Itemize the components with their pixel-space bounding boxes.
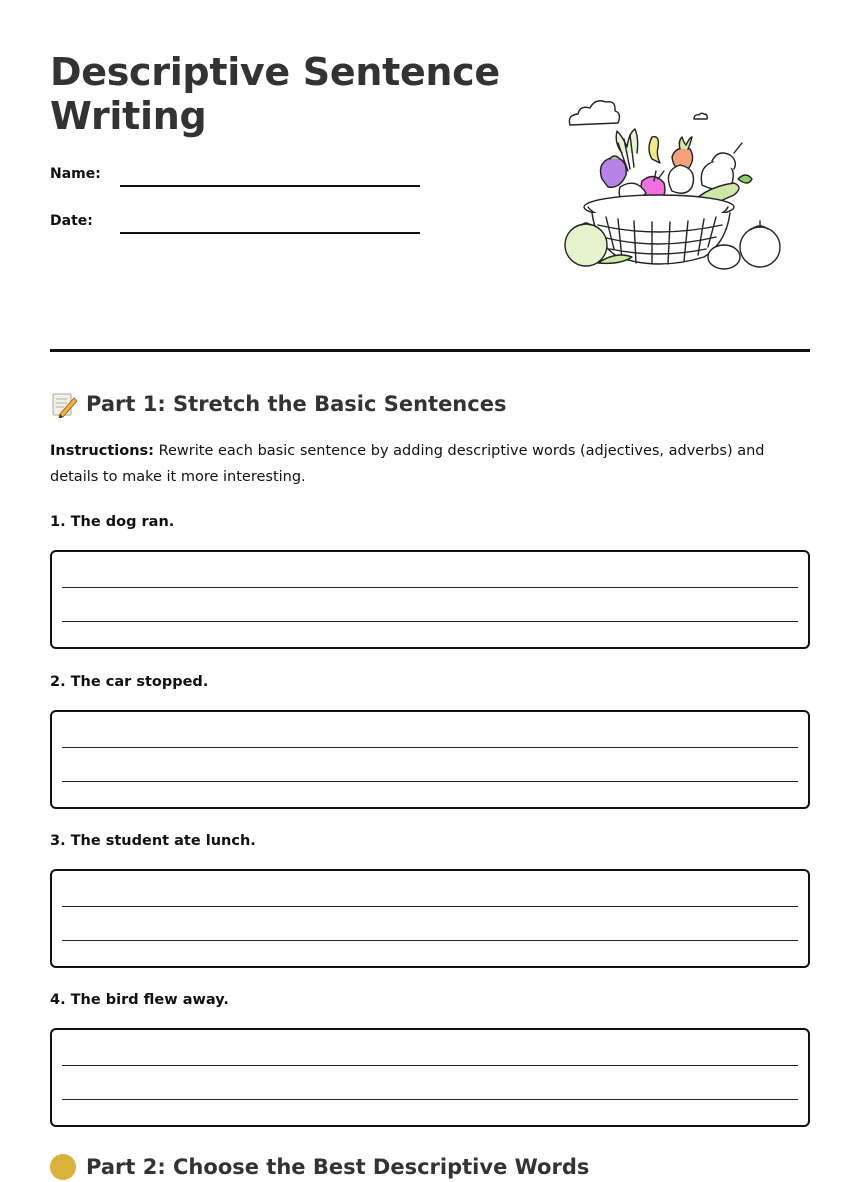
question-label: 3. The student ate lunch. bbox=[50, 833, 256, 849]
instructions-text: Rewrite each basic sentence by adding descriptive words (adjectives, adverbs) and details to make it more interesting. bbox=[50, 443, 765, 485]
answer-box[interactable] bbox=[50, 550, 810, 649]
date-label: Date: bbox=[50, 213, 93, 229]
question-3 bbox=[50, 831, 810, 851]
date-field-row bbox=[50, 213, 420, 243]
header-divider bbox=[50, 349, 810, 352]
answer-line bbox=[62, 621, 798, 622]
question-label: 2. The car stopped. bbox=[50, 674, 209, 690]
answer-line bbox=[62, 747, 798, 748]
question-label: 1. The dog ran. bbox=[50, 514, 175, 530]
question-1 bbox=[50, 512, 810, 532]
part1-title: Part 1: Stretch the Basic Sentences bbox=[86, 392, 507, 416]
part1-instructions bbox=[50, 438, 810, 490]
answer-line bbox=[62, 1065, 798, 1066]
part2-heading bbox=[50, 1152, 589, 1182]
answer-box[interactable] bbox=[50, 1028, 810, 1127]
question-2 bbox=[50, 672, 810, 692]
question-label: 4. The bird flew away. bbox=[50, 992, 229, 1008]
instructions-label: Instructions: bbox=[50, 443, 154, 459]
answer-line bbox=[62, 940, 798, 941]
name-line[interactable] bbox=[120, 185, 420, 187]
worksheet-title: Descriptive Sentence Writing bbox=[50, 50, 500, 138]
question-4 bbox=[50, 990, 810, 1010]
lemon-icon bbox=[50, 1154, 76, 1180]
part1-heading bbox=[50, 388, 506, 420]
part2-title: Part 2: Choose the Best Descriptive Words bbox=[86, 1155, 590, 1179]
answer-box[interactable] bbox=[50, 869, 810, 968]
answer-line bbox=[62, 587, 798, 588]
answer-line bbox=[62, 1099, 798, 1100]
name-field-row bbox=[50, 166, 420, 196]
memo-pencil-icon bbox=[50, 390, 78, 418]
date-line[interactable] bbox=[120, 232, 420, 234]
answer-box[interactable] bbox=[50, 710, 810, 809]
vegetable-basket-illustration bbox=[562, 95, 787, 275]
answer-line bbox=[62, 906, 798, 907]
answer-line bbox=[62, 781, 798, 782]
name-label: Name: bbox=[50, 166, 101, 182]
